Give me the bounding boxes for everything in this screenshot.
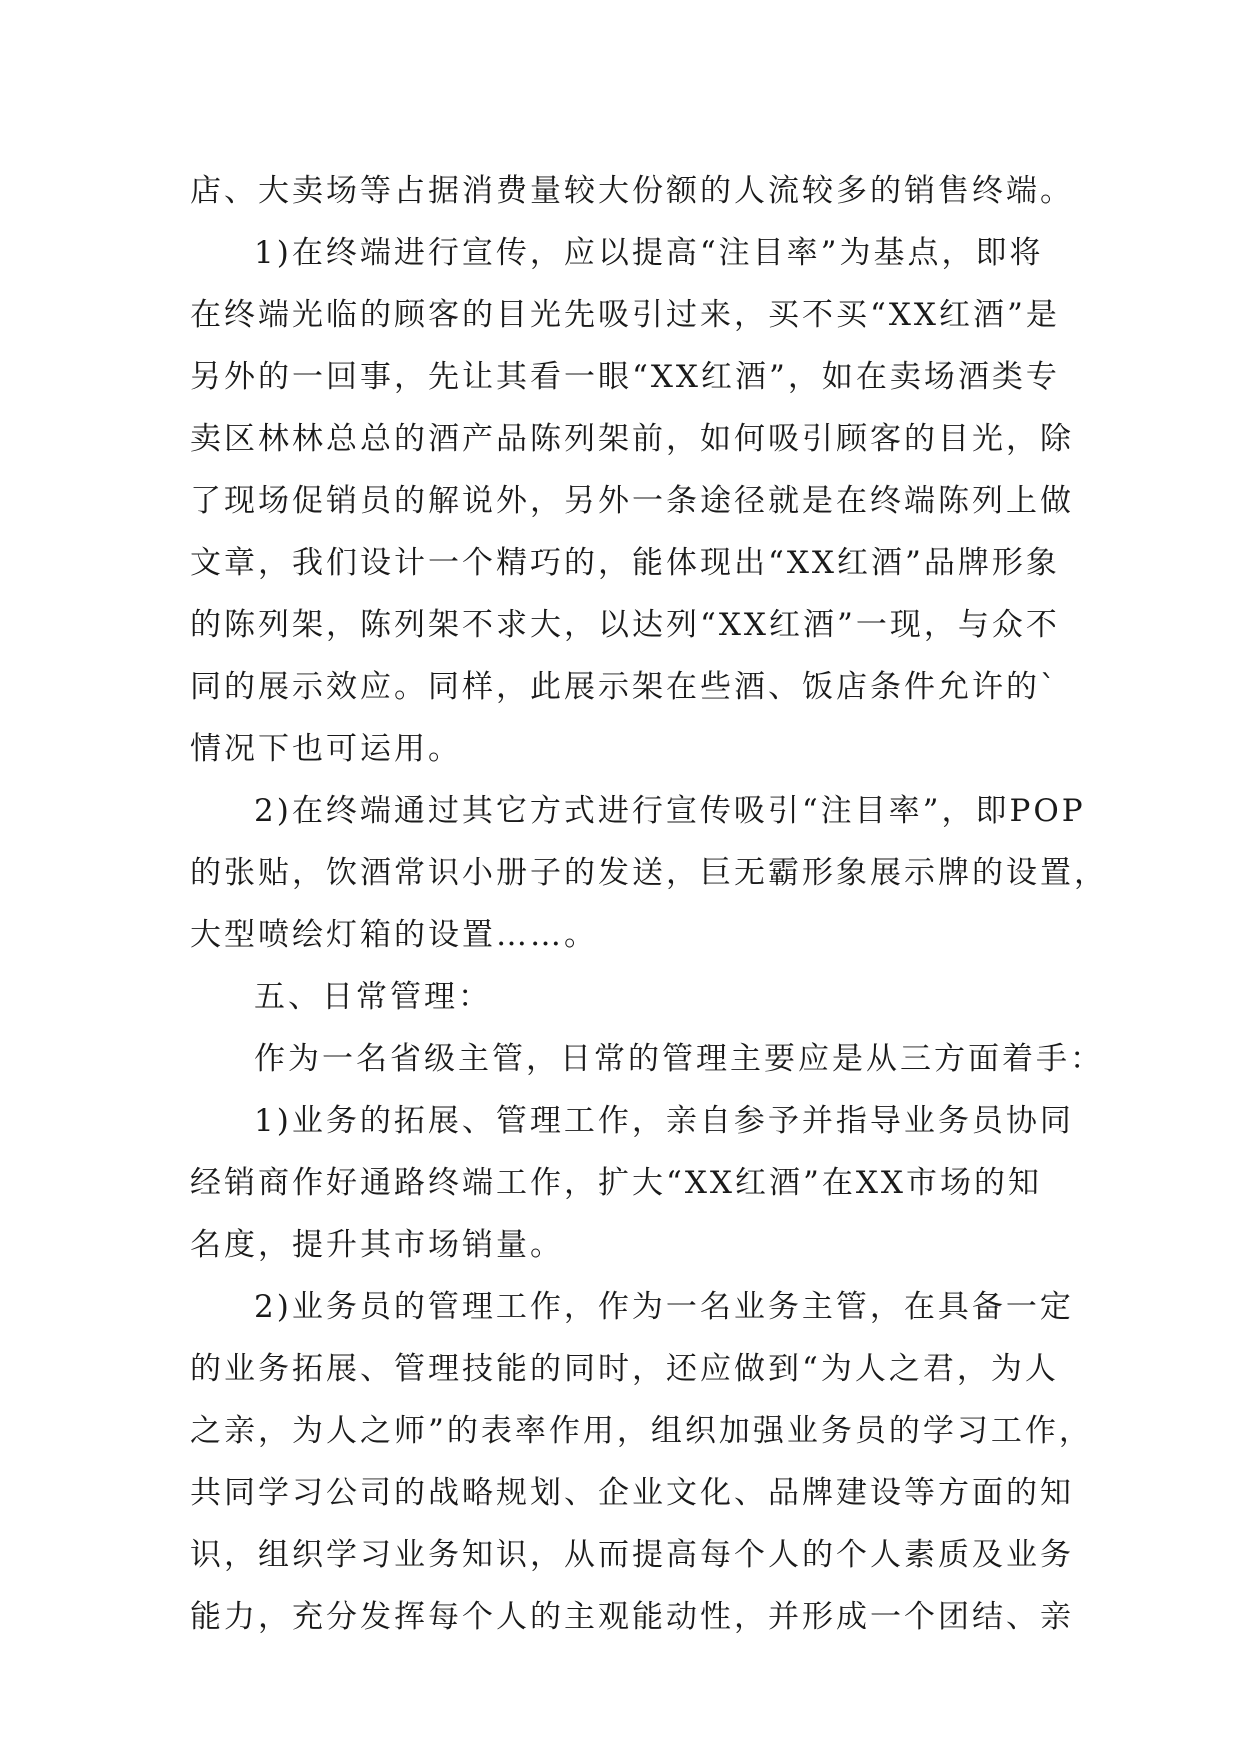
section-heading: 五、日常管理：	[254, 979, 492, 1015]
text-line: 经销商作好通路终端工作，扩大“XX红酒”在XX市场的知	[190, 1165, 1042, 1201]
text-line: 作为一名省级主管，日常的管理主要应是从三方面着手：	[254, 1041, 1104, 1077]
text-line: 1)业务的拓展、管理工作，亲自参予并指导业务员协同	[254, 1103, 1074, 1139]
text-line: 名度，提升其市场销量。	[190, 1227, 564, 1263]
text-line: 识，组织学习业务知识，从而提高每个人的个人素质及业务	[190, 1537, 1074, 1573]
text-line: 另外的一回事，先让其看一眼“XX红酒”，如在卖场酒类专	[190, 359, 1060, 395]
text-line: 共同学习公司的战略规划、企业文化、品牌建设等方面的知	[190, 1475, 1074, 1511]
text-line: 2)在终端通过其它方式进行宣传吸引“注目率”，即POP	[254, 793, 1086, 829]
text-line: 卖区林林总总的酒产品陈列架前，如何吸引顾客的目光，除	[190, 421, 1074, 457]
body-text	[190, 160, 1108, 1648]
text-line: 的业务拓展、管理技能的同时，还应做到“为人之君，为人	[190, 1351, 1059, 1387]
text-line: 在终端光临的顾客的目光先吸引过来，买不买“XX红酒”是	[190, 297, 1060, 333]
text-line: 之亲，为人之师”的表率作用，组织加强业务员的学习工作，	[190, 1413, 1093, 1449]
text-line: 大型喷绘灯箱的设置……。	[190, 917, 598, 953]
text-line: 店、大卖场等占据消费量较大份额的人流较多的销售终端。	[190, 173, 1074, 209]
text-line: 文章，我们设计一个精巧的，能体现出“XX红酒”品牌形象	[190, 545, 1060, 581]
text-line: 同的展示效应。同样，此展示架在些酒、饭店条件允许的`	[190, 669, 1059, 705]
text-line: 2)业务员的管理工作，作为一名业务主管，在具备一定	[254, 1289, 1074, 1325]
text-line: 能力，充分发挥每个人的主观能动性，并形成一个团结、亲	[190, 1599, 1074, 1635]
text-line: 的张贴，饮酒常识小册子的发送，巨无霸形象展示牌的设置，	[190, 855, 1108, 891]
text-line: 1)在终端进行宣传，应以提高“注目率”为基点，即将	[254, 235, 1044, 271]
text-line: 情况下也可运用。	[190, 731, 462, 767]
text-line: 的陈列架，陈列架不求大，以达列“XX红酒”一现，与众不	[190, 607, 1060, 643]
text-line: 了现场促销员的解说外，另外一条途径就是在终端陈列上做	[190, 483, 1074, 519]
